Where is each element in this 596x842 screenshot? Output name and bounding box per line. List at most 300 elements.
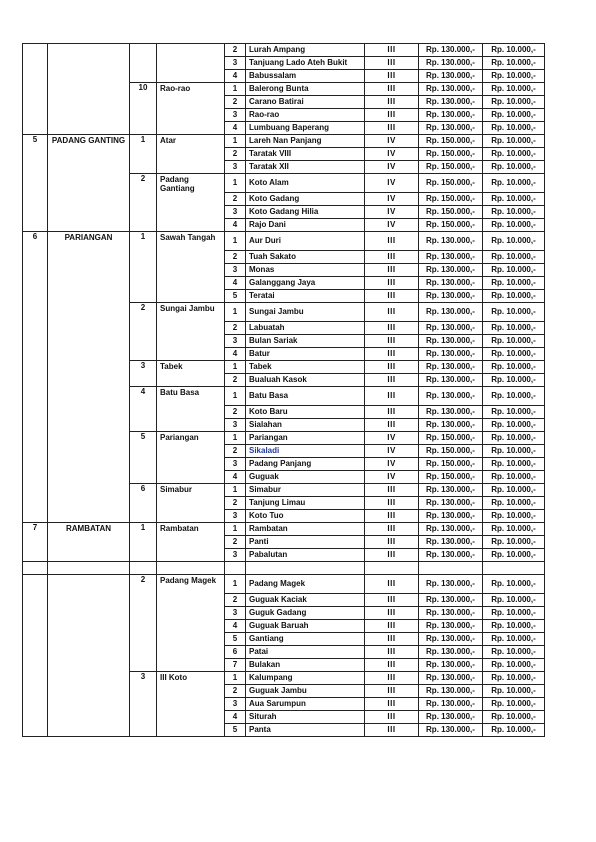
jorong-number: 4 <box>225 122 246 135</box>
jorong-name: Lurah Ampang <box>246 44 365 57</box>
fee-value: Rp. 10.000,- <box>483 659 545 672</box>
nagari-name: III Koto <box>157 672 225 737</box>
jorong-name: Lumbuang Baperang <box>246 122 365 135</box>
jorong-number: 4 <box>225 471 246 484</box>
jorong-name: Bulakan <box>246 659 365 672</box>
fee-value: Rp. 10.000,- <box>483 575 545 594</box>
nagari-name: Tabek <box>157 361 225 387</box>
fee-value: Rp. 10.000,- <box>483 57 545 70</box>
jorong-number: 1 <box>225 83 246 96</box>
jorong-number: 3 <box>225 607 246 620</box>
fee-value: Rp. 10.000,- <box>483 549 545 562</box>
jorong-name: Galanggang Jaya <box>246 277 365 290</box>
nagari-number: 4 <box>130 387 157 432</box>
nagari-number: 1 <box>130 523 157 562</box>
fee-value: Rp. 10.000,- <box>483 594 545 607</box>
tariff-value: Rp. 130.000,- <box>419 484 483 497</box>
table-row <box>23 523 545 536</box>
tariff-value: Rp. 130.000,- <box>419 659 483 672</box>
class-value: III <box>365 83 419 96</box>
fee-value: Rp. 10.000,- <box>483 633 545 646</box>
jorong-number: 2 <box>225 96 246 109</box>
empty-cell <box>419 562 483 575</box>
fee-value: Rp. 10.000,- <box>483 445 545 458</box>
jorong-number: 2 <box>225 148 246 161</box>
kecamatan-name <box>48 575 130 737</box>
jorong-number: 4 <box>225 70 246 83</box>
class-value: III <box>365 646 419 659</box>
tariff-value: Rp. 130.000,- <box>419 335 483 348</box>
fee-value: Rp. 10.000,- <box>483 264 545 277</box>
jorong-number: 2 <box>225 406 246 419</box>
class-value: III <box>365 419 419 432</box>
class-value: IV <box>365 174 419 193</box>
tariff-value: Rp. 150.000,- <box>419 148 483 161</box>
jorong-name: Panti <box>246 536 365 549</box>
jorong-number: 2 <box>225 445 246 458</box>
nagari-number: 1 <box>130 135 157 174</box>
jorong-name: Tabek <box>246 361 365 374</box>
tariff-value: Rp. 130.000,- <box>419 348 483 361</box>
fee-value: Rp. 10.000,- <box>483 698 545 711</box>
fee-value: Rp. 10.000,- <box>483 374 545 387</box>
jorong-name: Koto Tuo <box>246 510 365 523</box>
fee-value: Rp. 10.000,- <box>483 711 545 724</box>
class-value: III <box>365 484 419 497</box>
nagari-number: 3 <box>130 361 157 387</box>
jorong-number: 4 <box>225 219 246 232</box>
jorong-name: Koto Gadang <box>246 193 365 206</box>
empty-cell <box>365 562 419 575</box>
class-value: III <box>365 672 419 685</box>
class-value: III <box>365 122 419 135</box>
tariff-value: Rp. 130.000,- <box>419 387 483 406</box>
jorong-number: 1 <box>225 232 246 251</box>
jorong-number: 4 <box>225 620 246 633</box>
tariff-value: Rp. 130.000,- <box>419 57 483 70</box>
nagari-number: 3 <box>130 672 157 737</box>
jorong-number: 3 <box>225 264 246 277</box>
empty-cell <box>157 562 225 575</box>
nagari-number: 6 <box>130 484 157 523</box>
jorong-name: Guguak Kaciak <box>246 594 365 607</box>
tariff-value: Rp. 150.000,- <box>419 174 483 193</box>
jorong-number: 1 <box>225 361 246 374</box>
jorong-name: Padang Panjang <box>246 458 365 471</box>
tariff-value: Rp. 130.000,- <box>419 96 483 109</box>
fee-value: Rp. 10.000,- <box>483 161 545 174</box>
jorong-name: Kalumpang <box>246 672 365 685</box>
tariff-value: Rp. 150.000,- <box>419 445 483 458</box>
jorong-number: 5 <box>225 724 246 737</box>
fee-value: Rp. 10.000,- <box>483 44 545 57</box>
fee-value: Rp. 10.000,- <box>483 685 545 698</box>
jorong-number: 3 <box>225 698 246 711</box>
table-row <box>23 135 545 148</box>
class-value: III <box>365 57 419 70</box>
tariff-value: Rp. 130.000,- <box>419 575 483 594</box>
tariff-value: Rp. 130.000,- <box>419 646 483 659</box>
fee-value: Rp. 10.000,- <box>483 471 545 484</box>
class-value: III <box>365 633 419 646</box>
nagari-name: Pariangan <box>157 432 225 484</box>
fee-value: Rp. 10.000,- <box>483 646 545 659</box>
tariff-value: Rp. 130.000,- <box>419 122 483 135</box>
tariff-value: Rp. 150.000,- <box>419 193 483 206</box>
nagari-name: Rambatan <box>157 523 225 562</box>
jorong-name: Panta <box>246 724 365 737</box>
tariff-value: Rp. 130.000,- <box>419 698 483 711</box>
tariff-value: Rp. 130.000,- <box>419 711 483 724</box>
document-page <box>22 43 545 737</box>
nagari-name: Simabur <box>157 484 225 523</box>
jorong-name: Babussalam <box>246 70 365 83</box>
class-value: III <box>365 44 419 57</box>
class-value: III <box>365 348 419 361</box>
nagari-number: 1 <box>130 232 157 303</box>
tariff-value: Rp. 130.000,- <box>419 70 483 83</box>
jorong-name: Gantiang <box>246 633 365 646</box>
tariff-value: Rp. 150.000,- <box>419 161 483 174</box>
class-value: IV <box>365 219 419 232</box>
jorong-number: 1 <box>225 174 246 193</box>
fee-value: Rp. 10.000,- <box>483 303 545 322</box>
tariff-value: Rp. 130.000,- <box>419 232 483 251</box>
class-value: III <box>365 724 419 737</box>
class-value: IV <box>365 471 419 484</box>
jorong-name: Rajo Dani <box>246 219 365 232</box>
jorong-name: Sungai Jambu <box>246 303 365 322</box>
fee-value: Rp. 10.000,- <box>483 335 545 348</box>
jorong-name: Padang Magek <box>246 575 365 594</box>
class-value: III <box>365 322 419 335</box>
jorong-name: Carano Batirai <box>246 96 365 109</box>
tariff-value: Rp. 130.000,- <box>419 44 483 57</box>
jorong-name: Taratak XII <box>246 161 365 174</box>
fee-value: Rp. 10.000,- <box>483 523 545 536</box>
jorong-name: Lareh Nan Panjang <box>246 135 365 148</box>
jorong-number: 5 <box>225 290 246 303</box>
jorong-name: Koto Alam <box>246 174 365 193</box>
jorong-name: Tanjung Limau <box>246 497 365 510</box>
fee-value: Rp. 10.000,- <box>483 206 545 219</box>
class-value: III <box>365 387 419 406</box>
tariff-value: Rp. 130.000,- <box>419 724 483 737</box>
kecamatan-number: 5 <box>23 135 48 232</box>
kecamatan-number <box>23 44 48 135</box>
nagari-name: Padang Gantiang <box>157 174 225 232</box>
class-value: III <box>365 290 419 303</box>
class-value: III <box>365 575 419 594</box>
tariff-value: Rp. 130.000,- <box>419 633 483 646</box>
class-value: IV <box>365 432 419 445</box>
fee-value: Rp. 10.000,- <box>483 322 545 335</box>
fee-value: Rp. 10.000,- <box>483 406 545 419</box>
jorong-name: Tanjuang Lado Ateh Bukit <box>246 57 365 70</box>
jorong-number: 1 <box>225 387 246 406</box>
class-value: III <box>365 335 419 348</box>
class-value: III <box>365 510 419 523</box>
jorong-name: Batur <box>246 348 365 361</box>
tariff-value: Rp. 130.000,- <box>419 594 483 607</box>
empty-cell <box>130 562 157 575</box>
fee-value: Rp. 10.000,- <box>483 510 545 523</box>
tariff-value: Rp. 130.000,- <box>419 361 483 374</box>
tariff-value: Rp. 130.000,- <box>419 251 483 264</box>
class-value: III <box>365 303 419 322</box>
jorong-number: 1 <box>225 484 246 497</box>
jorong-name: Balerong Bunta <box>246 83 365 96</box>
nagari-number: 2 <box>130 575 157 672</box>
kecamatan-number: 6 <box>23 232 48 523</box>
fee-value: Rp. 10.000,- <box>483 232 545 251</box>
table-row <box>23 44 545 57</box>
empty-cell <box>48 562 130 575</box>
tariff-value: Rp. 150.000,- <box>419 471 483 484</box>
jorong-number: 1 <box>225 672 246 685</box>
nagari-name <box>157 44 225 83</box>
fee-value: Rp. 10.000,- <box>483 148 545 161</box>
jorong-name: Guguak Jambu <box>246 685 365 698</box>
tariff-value: Rp. 130.000,- <box>419 303 483 322</box>
fee-value: Rp. 10.000,- <box>483 219 545 232</box>
jorong-number: 4 <box>225 711 246 724</box>
jorong-name: Patai <box>246 646 365 659</box>
jorong-name: Guguak Baruah <box>246 620 365 633</box>
nagari-name: Rao-rao <box>157 83 225 135</box>
class-value: III <box>365 685 419 698</box>
jorong-number: 2 <box>225 251 246 264</box>
jorong-number: 2 <box>225 193 246 206</box>
jorong-number: 2 <box>225 497 246 510</box>
jorong-name: Simabur <box>246 484 365 497</box>
nagari-name: Batu Basa <box>157 387 225 432</box>
jorong-name: Pabalutan <box>246 549 365 562</box>
tariff-value: Rp. 130.000,- <box>419 277 483 290</box>
fee-value: Rp. 10.000,- <box>483 348 545 361</box>
jorong-name: Sikaladi <box>246 445 365 458</box>
tariff-value: Rp. 150.000,- <box>419 135 483 148</box>
jorong-number: 3 <box>225 419 246 432</box>
class-value: III <box>365 374 419 387</box>
jorong-number: 3 <box>225 57 246 70</box>
jorong-name: Guguk Gadang <box>246 607 365 620</box>
class-value: III <box>365 523 419 536</box>
jorong-name: Taratak VIII <box>246 148 365 161</box>
tariff-value: Rp. 130.000,- <box>419 607 483 620</box>
class-value: III <box>365 711 419 724</box>
jorong-name: Tuah Sakato <box>246 251 365 264</box>
tariff-value: Rp. 130.000,- <box>419 523 483 536</box>
jorong-name: Batu Basa <box>246 387 365 406</box>
class-value: III <box>365 549 419 562</box>
jorong-number: 3 <box>225 510 246 523</box>
fee-value: Rp. 10.000,- <box>483 290 545 303</box>
class-value: IV <box>365 458 419 471</box>
fee-value: Rp. 10.000,- <box>483 135 545 148</box>
jorong-number: 2 <box>225 685 246 698</box>
jorong-number: 1 <box>225 432 246 445</box>
jorong-number: 2 <box>225 44 246 57</box>
tariff-value: Rp. 130.000,- <box>419 536 483 549</box>
empty-cell <box>23 562 48 575</box>
nagari-number: 5 <box>130 432 157 484</box>
jorong-name: Rambatan <box>246 523 365 536</box>
class-value: IV <box>365 148 419 161</box>
jorong-name: Teratai <box>246 290 365 303</box>
empty-cell <box>246 562 365 575</box>
fee-value: Rp. 10.000,- <box>483 174 545 193</box>
jorong-number: 4 <box>225 348 246 361</box>
jorong-name: Koto Baru <box>246 406 365 419</box>
jorong-number: 1 <box>225 303 246 322</box>
class-value: III <box>365 620 419 633</box>
jorong-number: 3 <box>225 161 246 174</box>
tariff-value: Rp. 130.000,- <box>419 510 483 523</box>
jorong-name: Koto Gadang Hilia <box>246 206 365 219</box>
jorong-number: 3 <box>225 109 246 122</box>
tariff-value: Rp. 130.000,- <box>419 620 483 633</box>
class-value: IV <box>365 206 419 219</box>
nagari-number: 2 <box>130 303 157 361</box>
nagari-name: Padang Magek <box>157 575 225 672</box>
nagari-number: 10 <box>130 83 157 135</box>
fee-value: Rp. 10.000,- <box>483 724 545 737</box>
class-value: III <box>365 96 419 109</box>
class-value: III <box>365 594 419 607</box>
tariff-value: Rp. 130.000,- <box>419 322 483 335</box>
jorong-number: 2 <box>225 536 246 549</box>
jorong-number: 1 <box>225 523 246 536</box>
tariff-table <box>22 43 545 737</box>
class-value: III <box>365 698 419 711</box>
nagari-number: 2 <box>130 174 157 232</box>
nagari-name: Atar <box>157 135 225 174</box>
jorong-name: Aur Duri <box>246 232 365 251</box>
kecamatan-name: PARIANGAN <box>48 232 130 523</box>
class-value: IV <box>365 445 419 458</box>
fee-value: Rp. 10.000,- <box>483 361 545 374</box>
kecamatan-number <box>23 575 48 737</box>
table-row <box>23 575 545 594</box>
fee-value: Rp. 10.000,- <box>483 672 545 685</box>
tariff-value: Rp. 130.000,- <box>419 685 483 698</box>
tariff-value: Rp. 130.000,- <box>419 672 483 685</box>
tariff-value: Rp. 150.000,- <box>419 432 483 445</box>
fee-value: Rp. 10.000,- <box>483 458 545 471</box>
kecamatan-name <box>48 44 130 135</box>
tariff-value: Rp. 130.000,- <box>419 264 483 277</box>
tariff-value: Rp. 130.000,- <box>419 109 483 122</box>
jorong-name: Labuatah <box>246 322 365 335</box>
tariff-value: Rp. 150.000,- <box>419 458 483 471</box>
table-row-blank <box>23 562 545 575</box>
tariff-value: Rp. 150.000,- <box>419 206 483 219</box>
class-value: III <box>365 607 419 620</box>
jorong-number: 1 <box>225 135 246 148</box>
fee-value: Rp. 10.000,- <box>483 497 545 510</box>
class-value: III <box>365 361 419 374</box>
class-value: III <box>365 264 419 277</box>
class-value: IV <box>365 135 419 148</box>
jorong-name: Bulan Sariak <box>246 335 365 348</box>
jorong-number: 6 <box>225 646 246 659</box>
jorong-name: Bualuah Kasok <box>246 374 365 387</box>
empty-cell <box>483 562 545 575</box>
class-value: III <box>365 659 419 672</box>
fee-value: Rp. 10.000,- <box>483 387 545 406</box>
class-value: III <box>365 251 419 264</box>
fee-value: Rp. 10.000,- <box>483 419 545 432</box>
fee-value: Rp. 10.000,- <box>483 432 545 445</box>
jorong-name: Monas <box>246 264 365 277</box>
fee-value: Rp. 10.000,- <box>483 536 545 549</box>
tariff-value: Rp. 130.000,- <box>419 497 483 510</box>
jorong-name: Pariangan <box>246 432 365 445</box>
tariff-value: Rp. 130.000,- <box>419 549 483 562</box>
nagari-name: Sawah Tangah <box>157 232 225 303</box>
jorong-number: 2 <box>225 374 246 387</box>
tariff-value: Rp. 130.000,- <box>419 406 483 419</box>
tariff-value: Rp. 150.000,- <box>419 219 483 232</box>
tariff-value: Rp. 130.000,- <box>419 374 483 387</box>
class-value: IV <box>365 193 419 206</box>
jorong-number: 2 <box>225 322 246 335</box>
class-value: III <box>365 70 419 83</box>
tariff-value: Rp. 130.000,- <box>419 290 483 303</box>
tariff-value: Rp. 130.000,- <box>419 83 483 96</box>
fee-value: Rp. 10.000,- <box>483 109 545 122</box>
fee-value: Rp. 10.000,- <box>483 193 545 206</box>
table-row <box>23 232 545 251</box>
class-value: III <box>365 232 419 251</box>
fee-value: Rp. 10.000,- <box>483 122 545 135</box>
fee-value: Rp. 10.000,- <box>483 620 545 633</box>
class-value: III <box>365 277 419 290</box>
jorong-number: 3 <box>225 206 246 219</box>
jorong-number: 3 <box>225 458 246 471</box>
class-value: IV <box>365 161 419 174</box>
tariff-value: Rp. 130.000,- <box>419 419 483 432</box>
jorong-name: Siturah <box>246 711 365 724</box>
fee-value: Rp. 10.000,- <box>483 83 545 96</box>
class-value: III <box>365 536 419 549</box>
nagari-name: Sungai Jambu <box>157 303 225 361</box>
nagari-number <box>130 44 157 83</box>
kecamatan-number: 7 <box>23 523 48 562</box>
jorong-name: Guguak <box>246 471 365 484</box>
jorong-number: 4 <box>225 277 246 290</box>
jorong-name: Aua Sarumpun <box>246 698 365 711</box>
jorong-name: Rao-rao <box>246 109 365 122</box>
jorong-number: 1 <box>225 575 246 594</box>
class-value: III <box>365 109 419 122</box>
class-value: III <box>365 497 419 510</box>
fee-value: Rp. 10.000,- <box>483 484 545 497</box>
fee-value: Rp. 10.000,- <box>483 277 545 290</box>
empty-cell <box>225 562 246 575</box>
class-value: III <box>365 406 419 419</box>
fee-value: Rp. 10.000,- <box>483 251 545 264</box>
fee-value: Rp. 10.000,- <box>483 96 545 109</box>
jorong-number: 5 <box>225 633 246 646</box>
jorong-number: 3 <box>225 549 246 562</box>
jorong-name: Sialahan <box>246 419 365 432</box>
fee-value: Rp. 10.000,- <box>483 70 545 83</box>
jorong-number: 3 <box>225 335 246 348</box>
jorong-number: 2 <box>225 594 246 607</box>
kecamatan-name: RAMBATAN <box>48 523 130 562</box>
